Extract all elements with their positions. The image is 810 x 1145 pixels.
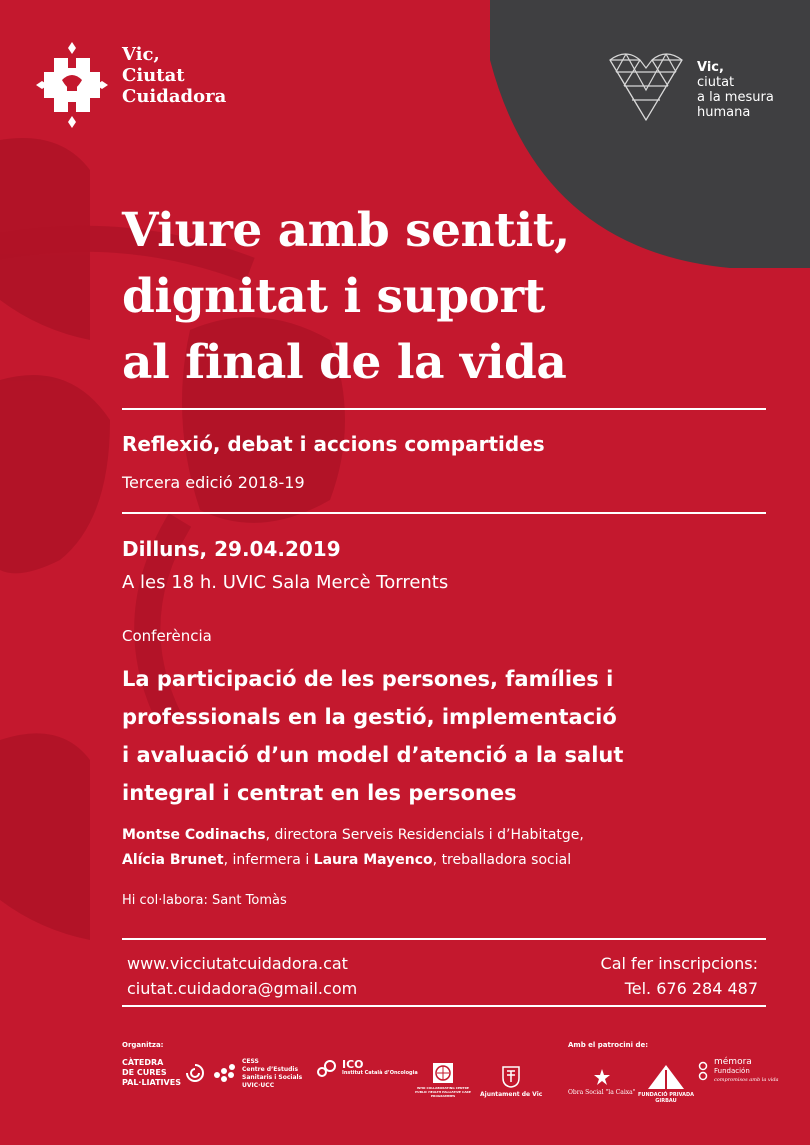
catedra-line1: CÀTEDRA xyxy=(122,1058,164,1067)
cess-line1: CESS xyxy=(242,1058,259,1065)
who-logo xyxy=(412,1062,474,1098)
talk-title xyxy=(122,660,792,812)
title-line1: Viure amb sentit, xyxy=(122,203,570,258)
logo-right-line1: Vic, xyxy=(697,60,724,75)
phone-number: Tel. 676 284 487 xyxy=(624,979,758,998)
catedra-line2: DE CURES xyxy=(122,1068,167,1077)
memora-figure-icon xyxy=(696,1061,710,1083)
ico-logo xyxy=(316,1058,418,1080)
ico-line2: Institut Català d’Oncologia xyxy=(342,1070,418,1076)
vic-ciutat-cuidadora-logo-icon xyxy=(34,40,110,130)
collaborator: Hi col·labora: Sant Tomàs xyxy=(122,893,287,908)
website-link[interactable]: www.vicciutatcuidadora.cat xyxy=(127,954,348,973)
logo-left-line2: Ciutat xyxy=(122,65,185,86)
contact-right xyxy=(601,951,758,1001)
contact-left xyxy=(127,951,357,1001)
email-link[interactable]: ciutat.cuidadora@gmail.com xyxy=(127,979,358,998)
cess-line2: Centre d’Estudis xyxy=(242,1066,299,1073)
poster-title xyxy=(122,198,570,396)
ico-line1: ICO xyxy=(342,1058,364,1071)
cess-line4: UVIC·UCC xyxy=(242,1082,275,1089)
speaker-2-role: , infermera i xyxy=(223,852,314,868)
memora-line1: mémora xyxy=(714,1057,752,1067)
logo-right-line2: ciutat xyxy=(697,75,735,90)
patrocini-label: Amb el patrocini de: xyxy=(568,1041,649,1049)
logo-left-text xyxy=(122,44,226,107)
talk-line4: integral i centrat en les persones xyxy=(122,781,517,805)
talk-line2: professionals en la gestió, implementació xyxy=(122,705,617,729)
ajuntament-logo xyxy=(480,1066,542,1099)
speaker-2-name: Alícia Brunet xyxy=(122,852,224,868)
memora-logo xyxy=(696,1058,779,1085)
event-place: A les 18 h. UVIC Sala Mercè Torrents xyxy=(122,572,449,593)
logo-left-line3: Cuidadora xyxy=(122,86,227,107)
talk-line3: i avaluació d’un model d’atenció a la salut xyxy=(122,743,624,767)
ajuntament-text: Ajuntament de Vic xyxy=(480,1091,543,1098)
vic-shield-icon xyxy=(502,1066,520,1088)
divider-middle xyxy=(122,512,766,514)
inscriptions-label: Cal fer inscripcions: xyxy=(600,954,758,973)
fundacio-line2: GIRBAU xyxy=(655,1098,677,1104)
subtitle: Reflexió, debat i accions compartides xyxy=(122,432,545,456)
cess-line3: Sanitaris i Socials xyxy=(242,1074,303,1081)
cess-logo xyxy=(212,1058,302,1090)
divider-contact-bottom xyxy=(122,1005,766,1007)
speaker-3-name: Laura Mayenco xyxy=(313,852,433,868)
la-caixa-star-icon xyxy=(590,1068,614,1086)
speaker-1-name: Montse Codinachs xyxy=(122,827,266,843)
obra-social-text: Obra Social "la Caixa" xyxy=(568,1089,636,1096)
title-line2: dignitat i suport xyxy=(122,269,545,324)
obra-social-logo xyxy=(568,1068,636,1097)
event-date: Dilluns, 29.04.2019 xyxy=(122,537,341,561)
fundacio-line1: FUNDACIÓ PRIVADA xyxy=(638,1092,694,1098)
who-text: WHO COLLABORATING CENTRE PUBLIC HEALTH PALLIATIVE CARE PROGRAMMES xyxy=(415,1086,471,1098)
ico-circles-icon xyxy=(316,1058,338,1080)
logo-right-line3: a la mesura xyxy=(697,90,774,105)
catedra-logo xyxy=(122,1058,205,1088)
organitza-label: Organitza: xyxy=(122,1041,164,1049)
logo-right-line4: humana xyxy=(697,105,751,120)
catedra-swirl-icon xyxy=(185,1063,205,1083)
speaker-1-role: , directora Serveis Residencials i d’Habitatge, xyxy=(265,827,584,843)
talk-type: Conferència xyxy=(122,627,212,645)
logo-left-line1: Vic, xyxy=(122,44,160,65)
logo-right-text xyxy=(697,60,774,120)
who-emblem-icon xyxy=(432,1062,454,1084)
memora-line3: compromisos amb la vida xyxy=(714,1077,779,1083)
title-line3: al final de la vida xyxy=(122,335,567,390)
speaker-3-role: , treballadora social xyxy=(432,852,572,868)
girbau-triangle-icon xyxy=(646,1064,686,1090)
divider-contact-top xyxy=(122,938,766,940)
edition: Tercera edició 2018-19 xyxy=(122,473,305,492)
speakers xyxy=(122,823,584,873)
divider-top xyxy=(122,408,766,410)
vic-mesura-humana-logo-icon xyxy=(606,50,686,122)
fundacio-girbau-logo xyxy=(638,1064,694,1104)
catedra-line3: PAL·LIATIVES xyxy=(122,1078,181,1087)
cess-dots-icon xyxy=(212,1063,238,1085)
talk-line1: La participació de les persones, famílies i xyxy=(122,667,614,691)
memora-line2: Fundación xyxy=(714,1067,750,1075)
